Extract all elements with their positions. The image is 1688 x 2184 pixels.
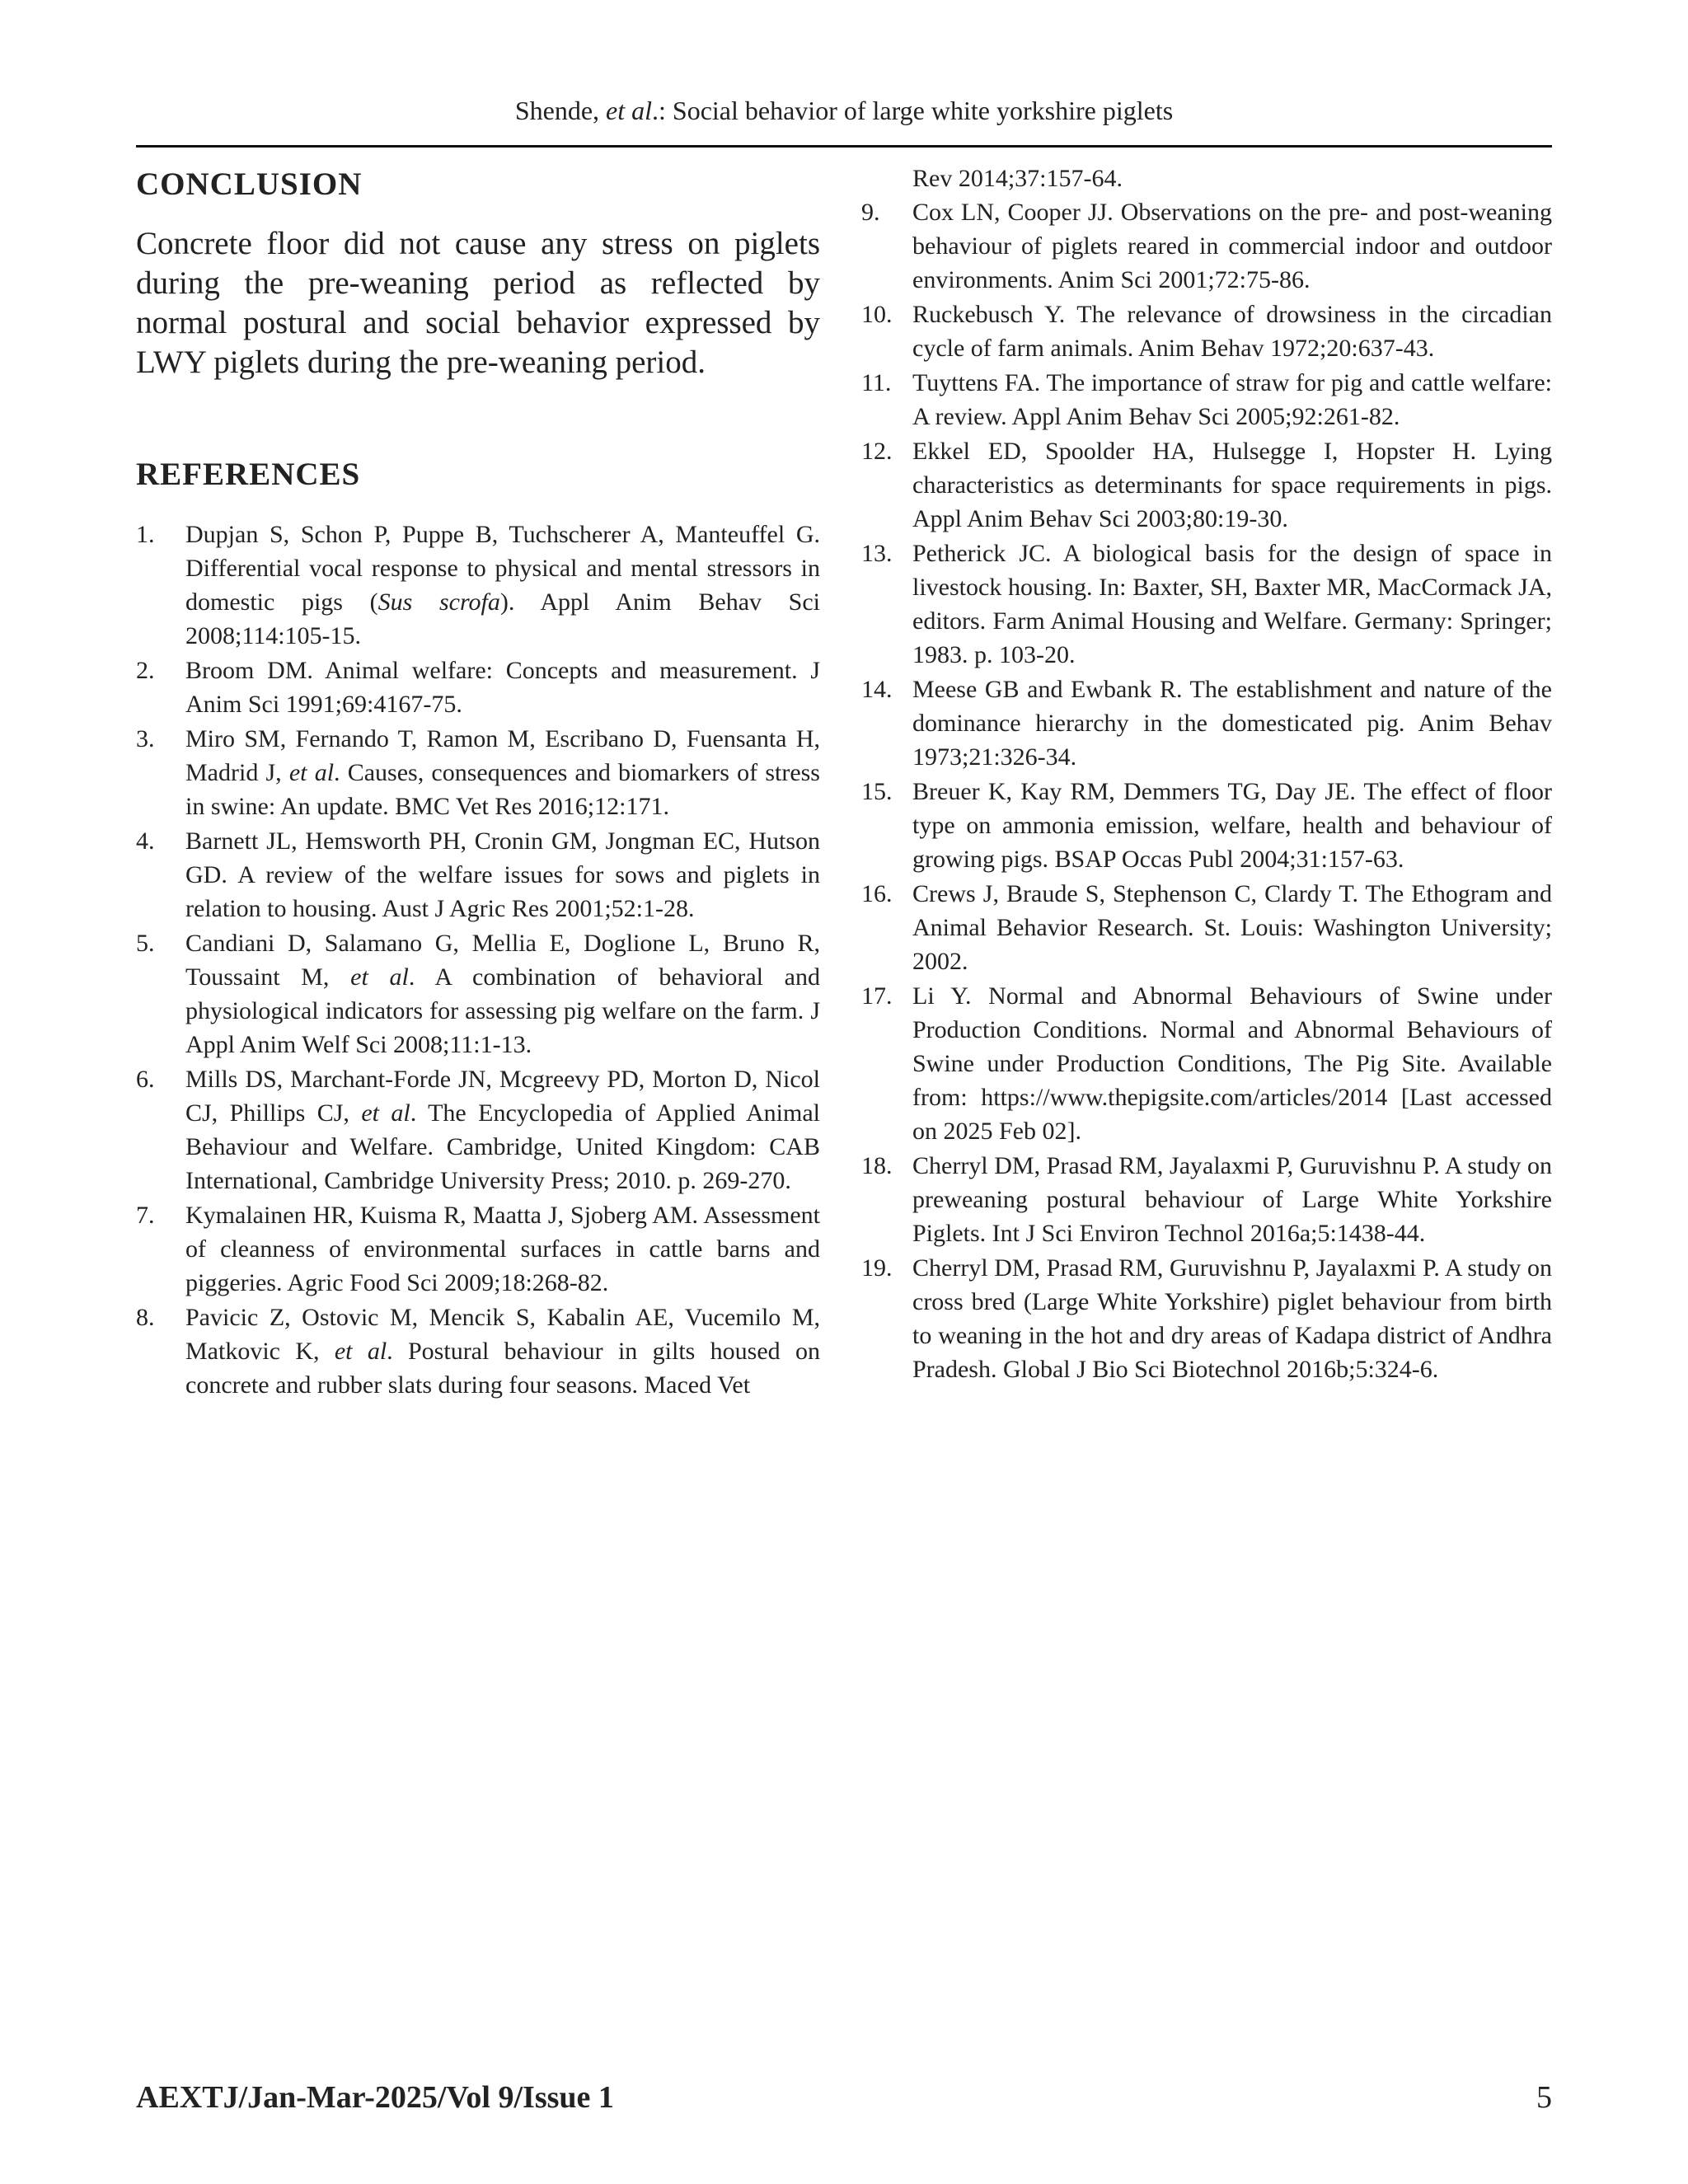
- header-rule: [136, 145, 1552, 148]
- reference-item: [136, 654, 820, 721]
- reference-item: [861, 1149, 1552, 1250]
- reference-item: [861, 434, 1552, 536]
- reference-text: . Postural behaviour in gilts housed on concrete and rubber slats during four seasons. Maced Vet: [185, 1338, 820, 1399]
- reference-number: 12.: [861, 438, 893, 465]
- right-column: [861, 162, 1552, 1387]
- reference-text: Kymalainen HR, Kuisma R, Maatta J, Sjoberg AM. Assessment of cleanness of environmental surfaces in cattle barns and piggeries. Agric Food Sci 2009;18:268-82.: [185, 1202, 820, 1296]
- reference-item: [861, 537, 1552, 672]
- reference-text: . Causes, consequences and biomarkers of stress in swine: An update. BMC Vet Res 2016;12:171.: [185, 759, 820, 820]
- reference-text: Mills DS, Marchant-Forde JN, Mcgreevy PD, Morton D, Nicol CJ, Phillips CJ,: [185, 1066, 820, 1127]
- reference-number: 17.: [861, 982, 893, 1010]
- reference-number: 8.: [136, 1304, 155, 1331]
- reference-number: 13.: [861, 540, 893, 567]
- reference-item: [136, 1198, 820, 1300]
- reference-item: [861, 195, 1552, 297]
- reference-text: . A combination of behavioral and physiological indicators for assessing pig welfare on the farm. J Appl Anim Welf Sci 2008;11:1-13.: [185, 963, 820, 1058]
- reference-text: Broom DM. Animal welfare: Concepts and measurement. J Anim Sci 1991;69:4167-75.: [185, 657, 820, 718]
- reference-text: . The Encyclopedia of Applied Animal Behaviour and Welfare. Cambridge, United Kingdom: CAB International, Cambridge University Press; 2010. p. 269-270.: [185, 1099, 820, 1194]
- reference-italic-text: et al: [334, 1338, 387, 1365]
- reference-text: Cherryl DM, Prasad RM, Jayalaxmi P, Guruvishnu P. A study on preweaning postural behaviour of Large White Yorkshire Piglets. Int J Sci Environ Technol 2016a;5:1438-44.: [912, 1152, 1552, 1247]
- reference-text: Candiani D, Salamano G, Mellia E, Doglione L, Bruno R, Toussaint M,: [185, 930, 820, 991]
- reference-text: Cherryl DM, Prasad RM, Guruvishnu P, Jayalaxmi P. A study on cross bred (Large White Yorkshire) piglet behaviour from birth to weaning in the hot and dry areas of Kadapa district of Andhra Pradesh. Global J Bio Sci Biotechnol 2016b;5:324-6.: [912, 1254, 1552, 1383]
- reference-number: 14.: [861, 676, 893, 703]
- reference-item: [861, 298, 1552, 365]
- reference-number: 2.: [136, 657, 155, 684]
- reference-item: [136, 824, 820, 926]
- reference-text: Tuyttens FA. The importance of straw for pig and cattle welfare: A review. Appl Anim Behav Sci 2005;92:261-82.: [912, 369, 1552, 430]
- reference-number: 3.: [136, 725, 155, 752]
- reference-text: Miro SM, Fernando T, Ramon M, Escribano D, Fuensanta H, Madrid J,: [185, 725, 820, 786]
- reference-item: [136, 926, 820, 1062]
- conclusion-text: Concrete floor did not cause any stress on piglets during the pre-weaning period as reflected by normal postural and social behavior expressed by LWY piglets during the pre-weaning period.: [136, 226, 820, 380]
- reference-number: 4.: [136, 827, 155, 855]
- reference-item: [861, 673, 1552, 774]
- reference-text: Ruckebusch Y. The relevance of drowsiness in the circadian cycle of farm animals. Anim Behav 1972;20:637-43.: [912, 301, 1552, 362]
- reference-list-right: [861, 195, 1552, 1386]
- reference-text: ). Appl Anim Behav Sci 2008;114:105-15.: [185, 588, 821, 649]
- reference-number: 7.: [136, 1202, 155, 1229]
- reference-text: Li Y. Normal and Abnormal Behaviours of Swine under Production Conditions. Normal and Abnormal Behaviours of Swine under Production Conditions, The Pig Site. Available from: https://www.thepigsite.com/articles/2014 [Last accessed on 2025 Feb 02].: [912, 982, 1552, 1145]
- reference-italic-text: et al: [350, 963, 409, 991]
- reference-item: [136, 722, 820, 823]
- page-number: 5: [1536, 2080, 1552, 2115]
- reference-item: [861, 877, 1552, 978]
- running-head-etal: et al: [606, 96, 653, 125]
- reference-number: 18.: [861, 1152, 893, 1179]
- reference-item: [136, 1301, 820, 1402]
- reference-number: 11.: [861, 369, 892, 396]
- reference-number: 1.: [136, 521, 155, 548]
- reference-item: [861, 775, 1552, 876]
- reference-number: 6.: [136, 1066, 155, 1093]
- reference-italic-text: et al: [288, 759, 335, 786]
- reference-text: Crews J, Braude S, Stephenson C, Clardy T. The Ethogram and Animal Behavior Research. St. Louis: Washington University; 2002.: [912, 880, 1552, 975]
- left-column: [136, 162, 820, 1403]
- reference-number: 19.: [861, 1254, 893, 1282]
- running-head: [136, 92, 1552, 129]
- running-head-authors: Shende,: [514, 96, 600, 125]
- reference-text: Dupjan S, Schon P, Puppe B, Tuchscherer A, Manteuffel G. Differential vocal response to physical and mental stressors in domestic pigs (: [185, 521, 820, 616]
- reference-number: 10.: [861, 301, 893, 328]
- conclusion-heading: CONCLUSION: [136, 166, 363, 202]
- reference-number: 16.: [861, 880, 893, 907]
- reference-list-left: [136, 518, 820, 1402]
- reference-number: 9.: [861, 199, 880, 226]
- reference-8-continuation: Rev 2014;37:157-64.: [912, 165, 1123, 192]
- reference-item: [861, 979, 1552, 1148]
- reference-number: 15.: [861, 778, 893, 805]
- reference-text: Barnett JL, Hemsworth PH, Cronin GM, Jongman EC, Hutson GD. A review of the welfare issues for sows and piglets in relation to housing. Aust J Agric Res 2001;52:1-28.: [185, 827, 820, 922]
- reference-italic-text: Sus scrofa: [377, 588, 500, 616]
- reference-text: Cox LN, Cooper JJ. Observations on the pre- and post-weaning behaviour of piglets reared in commercial indoor and outdoor environments. Anim Sci 2001;72:75-86.: [912, 199, 1552, 293]
- reference-item: [861, 366, 1552, 434]
- reference-italic-text: et al: [361, 1099, 410, 1127]
- reference-number: 5.: [136, 930, 155, 957]
- reference-text: Petherick JC. A biological basis for the design of space in livestock housing. In: Baxter, SH, Baxter MR, MacCormack JA, editors. Farm Animal Housing and Welfare. Germany: Springer; 1983. p. 103-20.: [912, 540, 1552, 668]
- reference-text: Meese GB and Ewbank R. The establishment and nature of the dominance hierarchy in the domesticated pig. Anim Behav 1973;21:326-34.: [912, 676, 1552, 771]
- reference-item: [861, 1251, 1552, 1386]
- references-heading: REFERENCES: [136, 457, 361, 492]
- reference-item: [136, 1062, 820, 1197]
- reference-text: Ekkel ED, Spoolder HA, Hulsegge I, Hopster H. Lying characteristics as determinants for space requirements in pigs. Appl Anim Behav Sci 2003;80:19-30.: [912, 438, 1552, 532]
- running-head-title: .: Social behavior of large white yorkshire piglets: [652, 96, 1174, 125]
- reference-text: Pavicic Z, Ostovic M, Mencik S, Kabalin AE, Vucemilo M, Matkovic K,: [185, 1304, 820, 1365]
- footer-journal-info: AEXTJ/Jan-Mar-2025/Vol 9/Issue 1: [136, 2080, 614, 2115]
- reference-item: [136, 518, 820, 653]
- reference-text: Breuer K, Kay RM, Demmers TG, Day JE. The effect of floor type on ammonia emission, welfare, health and behaviour of growing pigs. BSAP Occas Publ 2004;31:157-63.: [912, 778, 1552, 873]
